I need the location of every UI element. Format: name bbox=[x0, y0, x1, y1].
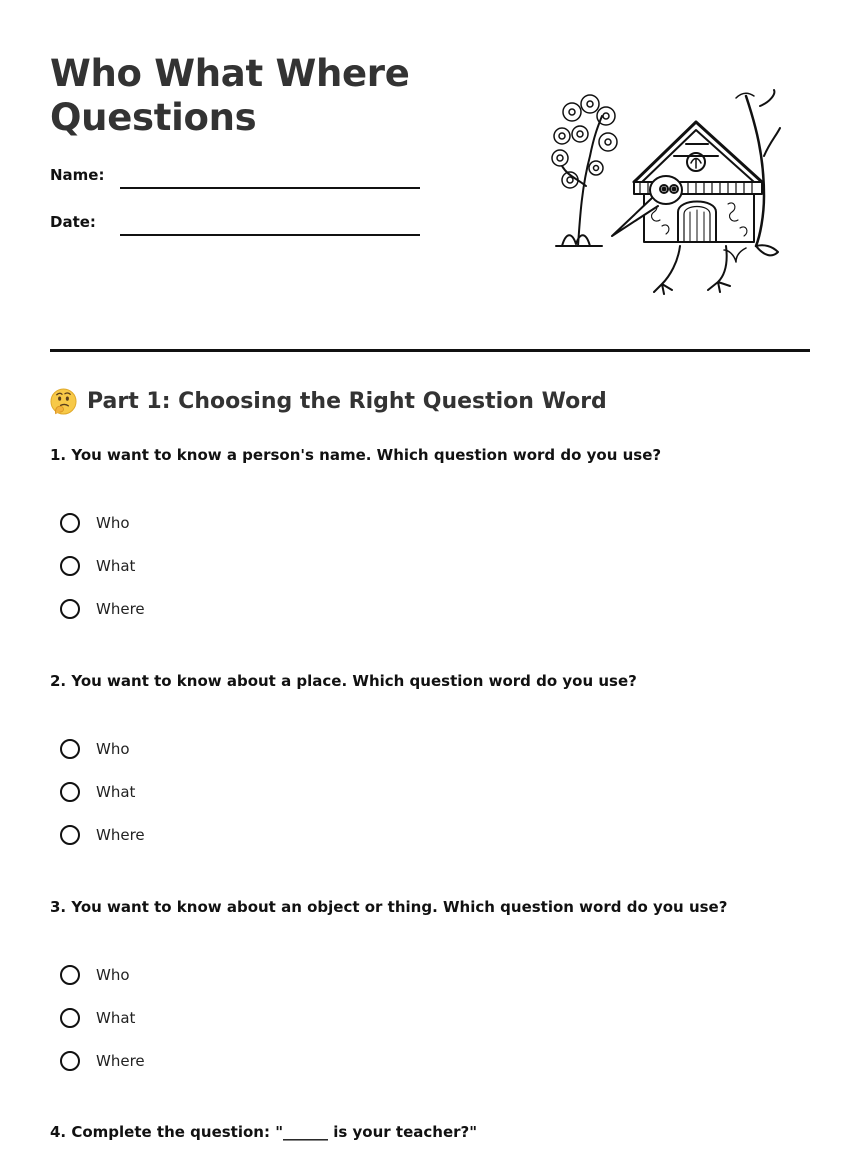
radio-circle-icon[interactable] bbox=[60, 599, 80, 619]
worksheet-header bbox=[50, 0, 810, 352]
answer-options bbox=[60, 953, 145, 1082]
radio-circle-icon[interactable] bbox=[60, 1008, 80, 1028]
name-label: Name: bbox=[50, 166, 105, 184]
option-label: Who bbox=[96, 965, 130, 984]
radio-circle-icon[interactable] bbox=[60, 965, 80, 985]
option-what[interactable] bbox=[60, 544, 145, 587]
option-label: Where bbox=[96, 599, 145, 618]
date-line[interactable] bbox=[120, 234, 420, 236]
title-line-1: Who What Where bbox=[50, 52, 410, 95]
worksheet-title bbox=[50, 52, 410, 140]
option-where[interactable] bbox=[60, 1039, 145, 1082]
question-text: 1. You want to know a person's name. Which question word do you use? bbox=[50, 446, 662, 464]
question-text: 2. You want to know about a place. Which question word do you use? bbox=[50, 672, 637, 690]
radio-circle-icon[interactable] bbox=[60, 739, 80, 759]
date-label: Date: bbox=[50, 213, 96, 231]
option-who[interactable] bbox=[60, 501, 145, 544]
thinking-face-emoji-icon bbox=[50, 388, 77, 415]
option-where[interactable] bbox=[60, 813, 145, 856]
option-who[interactable] bbox=[60, 953, 145, 996]
name-line[interactable] bbox=[120, 187, 420, 189]
question-3 bbox=[50, 898, 810, 1070]
radio-circle-icon[interactable] bbox=[60, 825, 80, 845]
answer-options bbox=[60, 727, 145, 856]
radio-circle-icon[interactable] bbox=[60, 1051, 80, 1071]
option-what[interactable] bbox=[60, 996, 145, 1039]
bird-house-illustration-icon bbox=[550, 86, 785, 301]
radio-circle-icon[interactable] bbox=[60, 782, 80, 802]
question-2 bbox=[50, 672, 810, 844]
date-field[interactable] bbox=[50, 211, 420, 235]
answer-options bbox=[60, 501, 145, 630]
part-1-heading bbox=[50, 388, 607, 415]
option-label: What bbox=[96, 782, 136, 801]
question-1 bbox=[50, 446, 810, 618]
question-text: 4. Complete the question: "______ is your teacher?" bbox=[50, 1123, 478, 1141]
title-line-2: Questions bbox=[50, 96, 257, 139]
option-label: What bbox=[96, 1008, 136, 1027]
option-label: Where bbox=[96, 1051, 145, 1070]
option-label: Where bbox=[96, 825, 145, 844]
part-1-title: Part 1: Choosing the Right Question Word bbox=[87, 389, 607, 414]
option-label: Who bbox=[96, 513, 130, 532]
name-field[interactable] bbox=[50, 164, 420, 188]
question-text: 3. You want to know about an object or thing. Which question word do you use? bbox=[50, 898, 728, 916]
option-label: Who bbox=[96, 739, 130, 758]
option-what[interactable] bbox=[60, 770, 145, 813]
option-label: What bbox=[96, 556, 136, 575]
option-who[interactable] bbox=[60, 727, 145, 770]
worksheet-page bbox=[50, 0, 810, 1141]
header-divider bbox=[50, 349, 810, 352]
option-where[interactable] bbox=[60, 587, 145, 630]
question-4 bbox=[50, 1123, 810, 1141]
radio-circle-icon[interactable] bbox=[60, 513, 80, 533]
radio-circle-icon[interactable] bbox=[60, 556, 80, 576]
